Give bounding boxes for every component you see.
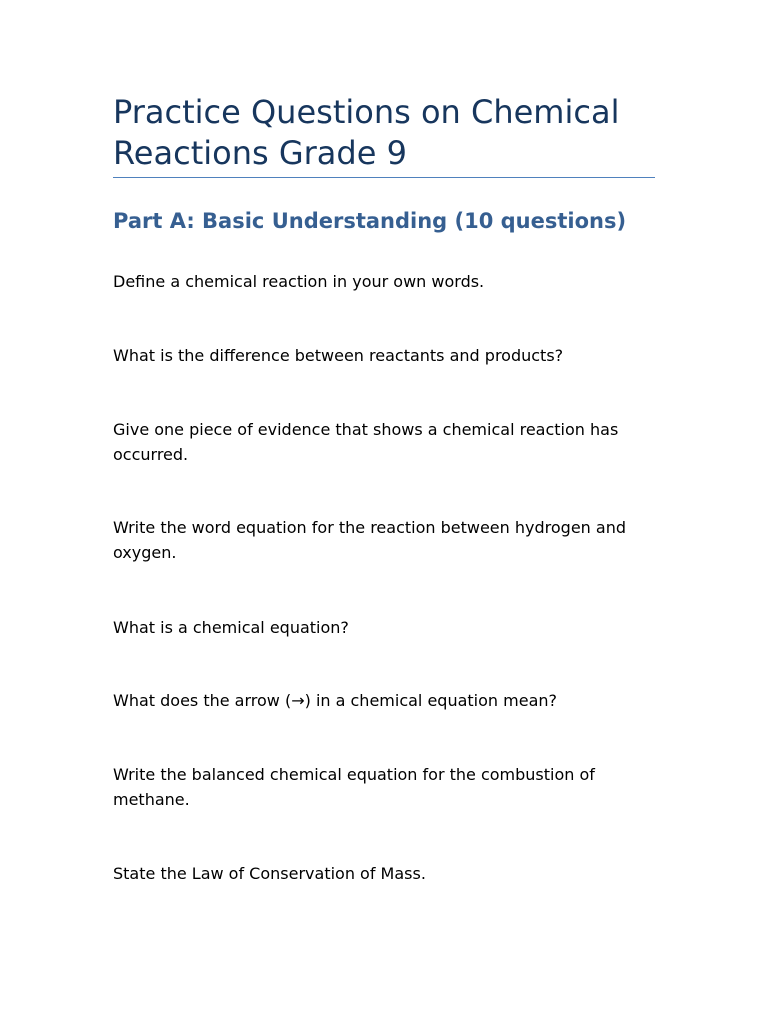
question-item: Write the balanced chemical equation for the combustion of methane. — [113, 765, 595, 809]
document-title: Practice Questions on Chemical Reactions Grade 9 — [113, 93, 620, 172]
question-item: What is a chemical equation? — [113, 618, 349, 637]
section-heading-part-a: Part A: Basic Understanding (10 questions) — [113, 209, 627, 233]
question-item: What does the arrow (→) in a chemical equation mean? — [113, 691, 557, 710]
question-item: Write the word equation for the reaction between hydrogen and oxygen. — [113, 518, 626, 562]
question-item: State the Law of Conservation of Mass. — [113, 864, 426, 883]
title-divider — [113, 177, 655, 178]
question-item: What is the difference between reactants and products? — [113, 346, 564, 365]
question-item: Define a chemical reaction in your own words. — [113, 272, 485, 291]
question-item: Give one piece of evidence that shows a chemical reaction has occurred. — [113, 420, 619, 464]
